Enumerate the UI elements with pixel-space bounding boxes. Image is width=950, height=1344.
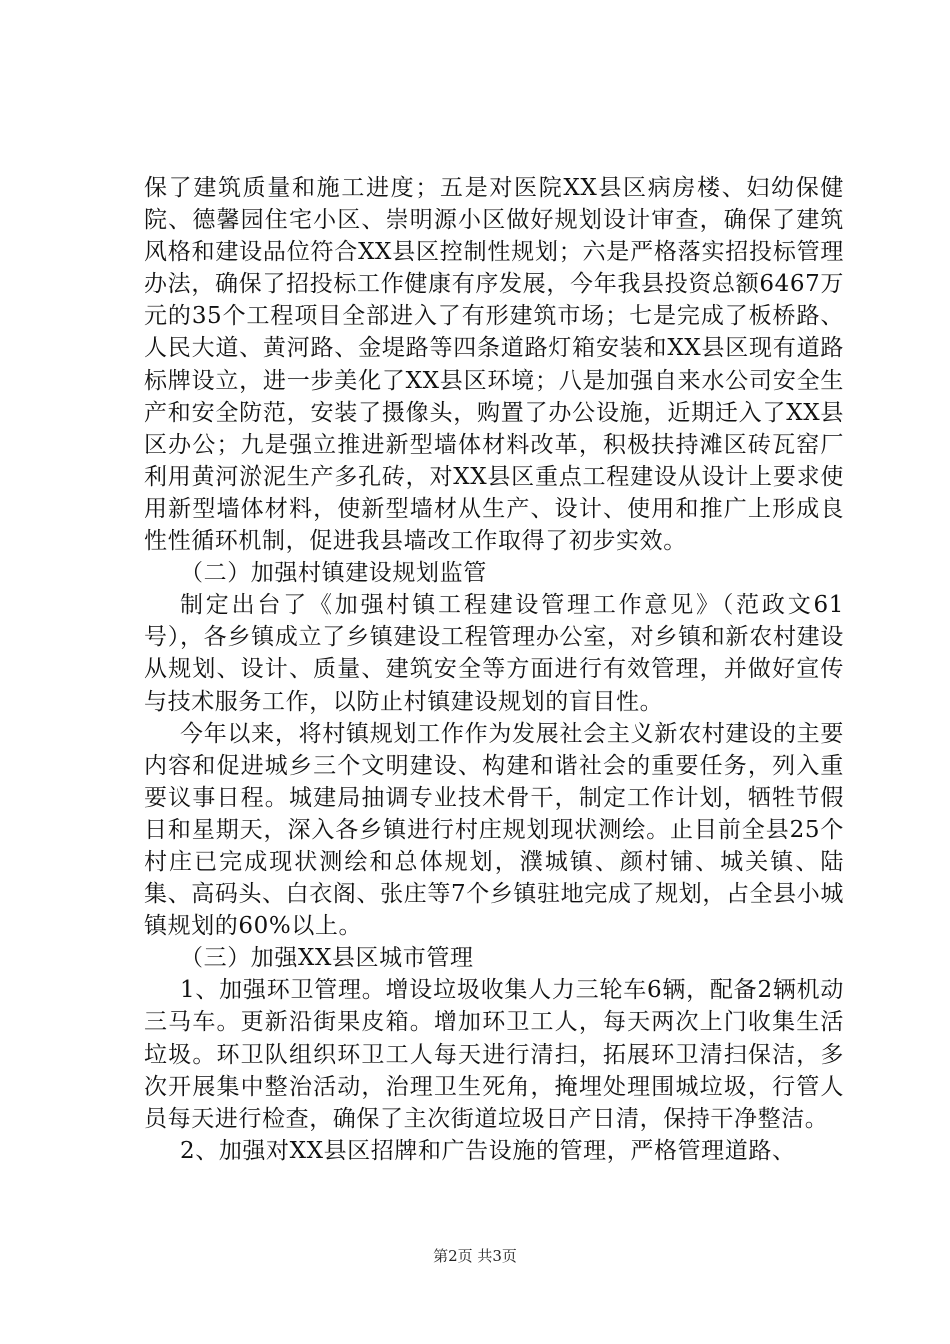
paragraph: 制定出台了《加强村镇工程建设管理工作意见》（范政文61号），各乡镇成立了乡镇建设工程管理办公室，对乡镇和新农村建设从规划、设计、质量、建筑安全等方面进行有效管理，并做好宣传与技术服务工作，以防止村镇建设规划的盲目性。 xyxy=(144,592,844,715)
paragraph-continuation: 保了建筑质量和施工进度；五是对医院XX县区病房楼、妇幼保健院、德馨园住宅小区、崇明源小区做好规划设计审查，确保了建筑风格和建设品位符合XX县区控制性规划；六是严格落实招投标管理办法，确保了招投标工作健康有序发展，今年我县投资总额6467万元的35个工程项目全部进入了有形建筑市场；七是完成了板桥路、人民大道、黄河路、金堤路等四条道路灯箱安装和XX县区现有道路标牌设立，进一步美化了XX县区环境；八是加强自来水公司安全生产和安全防范，安装了摄像头，购置了办公设施，近期迁入了XX县区办公；九是强立推进新型墙体材料改革，积极扶持滩区砖瓦窑厂利用黄河淤泥生产多孔砖，对XX县区重点工程建设从设计上要求使用新型墙体材料，使新型墙材从生产、设计、使用和推广上形成良性性循环机制，促进我县墙改工作取得了初步实效。 xyxy=(144,175,844,555)
document-body xyxy=(144,172,844,1167)
paragraph: 1、加强环卫管理。增设垃圾收集人力三轮车6辆，配备2辆机动三马车。更新沿街果皮箱。增加环卫工人，每天两次上门收集生活垃圾。环卫队组织环卫工人每天进行清扫，拓展环卫清扫保洁，多次开展集中整治活动，治理卫生死角，掩埋处理围城垃圾，行管人员每天进行检查，确保了主次街道垃圾日产日清，保持干净整洁。 xyxy=(144,977,844,1132)
paragraph: 2、加强对XX县区招牌和广告设施的管理，严格管理道路、 xyxy=(180,1137,796,1164)
page-footer xyxy=(0,1246,950,1266)
section-heading-2: （二）加强村镇建设规划监管 xyxy=(180,560,487,587)
section-heading-3: （三）加强XX县区城市管理 xyxy=(180,945,474,972)
paragraph: 今年以来，将村镇规划工作作为发展社会主义新农村建设的主要内容和促进城乡三个文明建设、构建和谐社会的重要任务，列入重要议事日程。城建局抽调专业技术骨干，制定工作计划，牺牲节假日和星期天，深入各乡镇进行村庄规划现状测绘。止目前全县25个村庄已完成现状测绘和总体规划，濮城镇、颜村铺、城关镇、陆集、高码头、白衣阁、张庄等7个乡镇驻地完成了规划，占全县小城镇规划的60%以上。 xyxy=(144,720,844,940)
page-number-label: 第2页 共3页 xyxy=(433,1247,517,1265)
